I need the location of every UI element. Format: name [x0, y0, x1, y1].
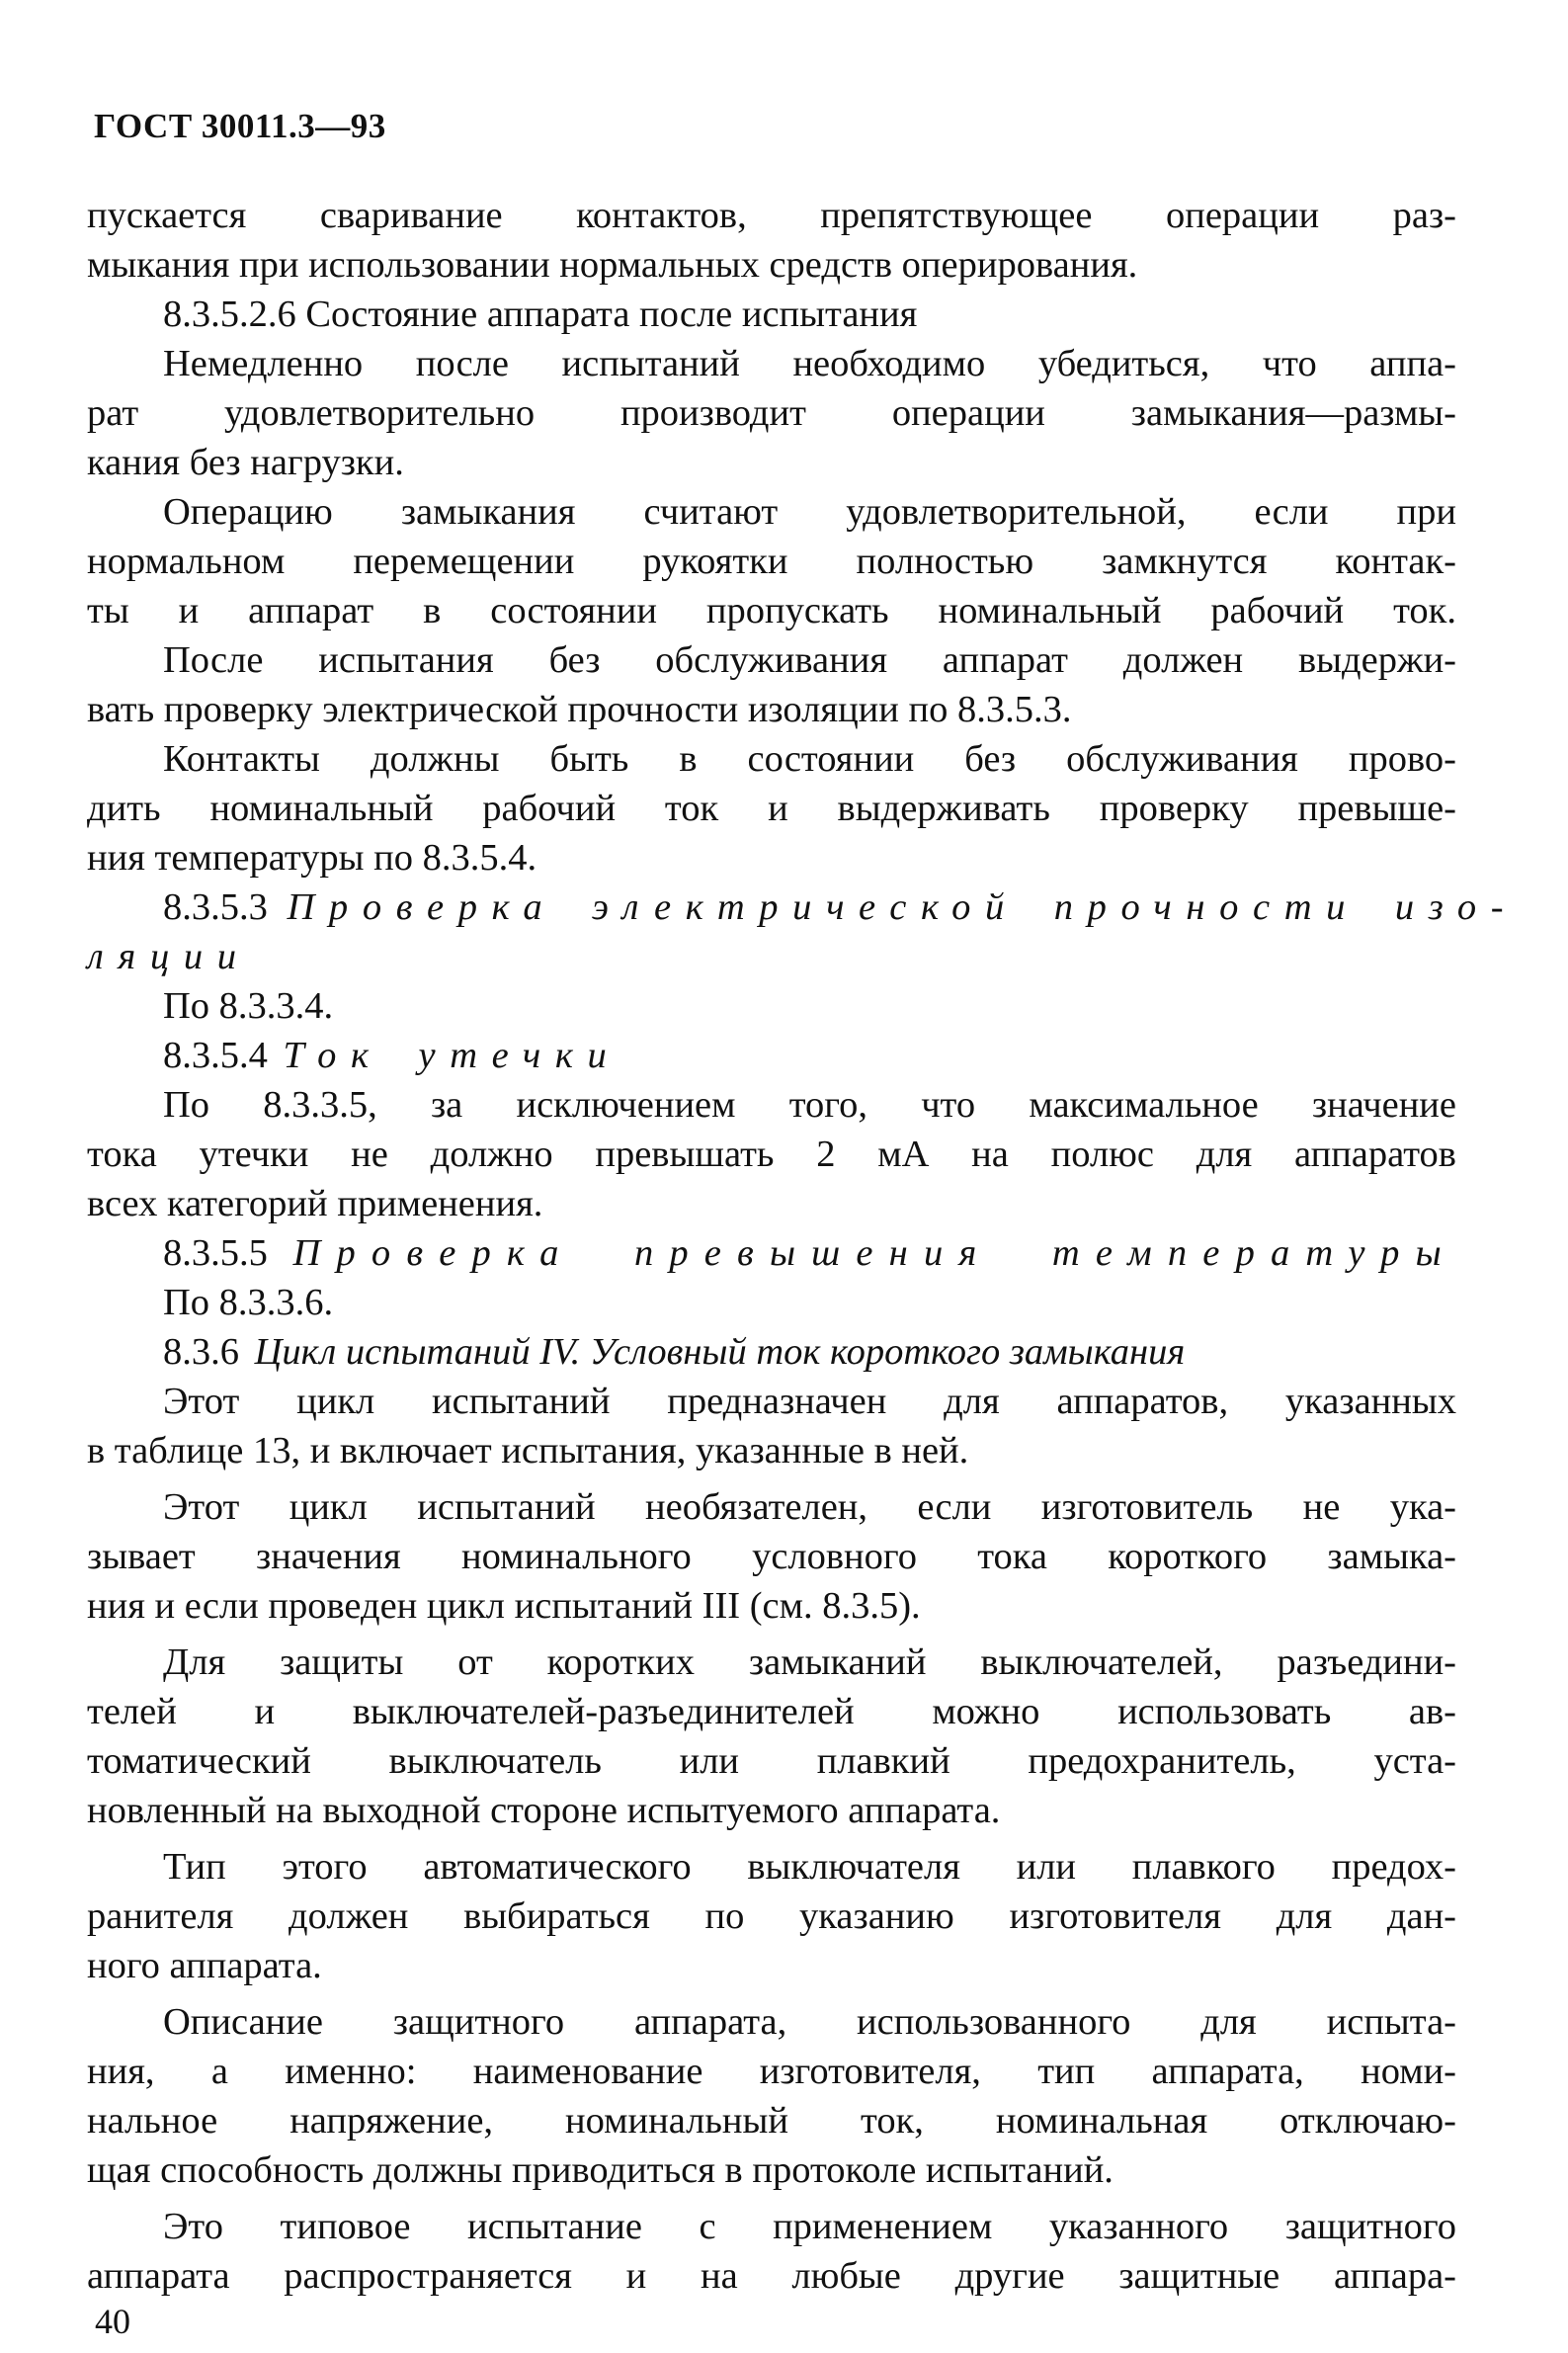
text-line: тока утечки не должно превышать 2 мА на полюс для аппаратов	[87, 1134, 1456, 1175]
section-heading-8-3-5-3	[163, 882, 1519, 932]
document-header: ГОСТ 30011.3—93	[94, 107, 386, 145]
section-number: 8.3.5.4	[163, 1035, 268, 1076]
text-line: дить номинальный рабочий ток и выдерживать проверку превыше-	[87, 788, 1456, 829]
text-line: всех категорий применения.	[87, 1183, 543, 1224]
text-line: ранителя должен выбираться по указанию изготовителя для дан-	[87, 1895, 1456, 1937]
section-number: 8.3.5.5	[163, 1232, 268, 1274]
text-line: Тип этого автоматического выключателя или плавкого предох-	[163, 1846, 1456, 1888]
text-line: По 8.3.3.5, за исключением того, что максимальное значение	[163, 1084, 1456, 1126]
section-title: Ток утечки	[283, 1035, 621, 1076]
page-number: 40	[95, 2302, 130, 2341]
text-line: По 8.3.3.4.	[163, 985, 334, 1027]
section-title: Проверка превышения температуры	[292, 1232, 1457, 1274]
section-heading-8-3-5-5	[163, 1228, 1456, 1278]
text-line: зывает значения номинального условного тока короткого замыка-	[87, 1536, 1456, 1577]
text-line: мыкания при использовании нормальных средств оперирования.	[87, 244, 1138, 286]
text-line: Немедленно после испытаний необходимо убедиться, что аппа-	[163, 343, 1456, 384]
section-title: Цикл испытаний IV. Условный ток короткого замыкания	[254, 1331, 1186, 1373]
text-line: Этот цикл испытаний предназначен для аппаратов, указанных	[163, 1381, 1456, 1422]
subsection-heading: 8.3.5.2.6 Состояние аппарата после испытания	[163, 294, 918, 335]
text-line: Этот цикл испытаний необязателен, если изготовитель не ука-	[163, 1486, 1456, 1528]
text-line: Операцию замыкания считают удовлетворительной, если при	[163, 491, 1456, 533]
text-line: нормальном перемещении рукоятки полностью замкнутся контак-	[87, 541, 1456, 582]
section-title-continued: ляции	[87, 936, 251, 977]
text-line: После испытания без обслуживания аппарат должен выдержи-	[163, 639, 1456, 681]
text-line: рат удовлетворительно производит операции замыкания—размы-	[87, 392, 1456, 434]
text-line: ния, а именно: наименование изготовителя, тип аппарата, номи-	[87, 2051, 1456, 2092]
section-heading-8-3-5-4	[163, 1031, 1456, 1080]
text-line: кания без нагрузки.	[87, 442, 404, 483]
text-line: Контакты должны быть в состоянии без обслуживания прово-	[163, 738, 1456, 780]
text-line: ты и аппарат в состоянии пропускать номинальный рабочий ток.	[87, 590, 1456, 631]
text-line: нальное напряжение, номинальный ток, номинальная отключаю-	[87, 2100, 1456, 2142]
text-line: пускается сваривание контактов, препятствующее операции раз-	[87, 195, 1456, 236]
text-line: телей и выключателей-разъединителей можно использовать ав-	[87, 1691, 1456, 1732]
text-line: ния и если проведен цикл испытаний III (см. 8.3.5).	[87, 1585, 921, 1627]
section-title: Проверка электрической прочности изо-	[287, 886, 1519, 928]
text-line: ния температуры по 8.3.5.4.	[87, 837, 537, 879]
text-line: Это типовое испытание с применением указанного защитного	[163, 2206, 1456, 2247]
text-line: аппарата распространяется и на любые другие защитные аппара-	[87, 2255, 1456, 2297]
text-line: вать проверку электрической прочности изоляции по 8.3.5.3.	[87, 689, 1072, 730]
text-line: в таблице 13, и включает испытания, указанные в ней.	[87, 1430, 969, 1471]
section-number: 8.3.6	[163, 1331, 239, 1373]
text-line: щая способность должны приводиться в протоколе испытаний.	[87, 2149, 1114, 2191]
text-line: ного аппарата.	[87, 1945, 322, 1986]
text-line: Для защиты от коротких замыканий выключателей, разъедини-	[163, 1641, 1456, 1683]
section-heading-8-3-6	[163, 1327, 1456, 1377]
text-line: По 8.3.3.6.	[163, 1282, 334, 1323]
section-number: 8.3.5.3	[163, 886, 268, 928]
text-line: томатический выключатель или плавкий предохранитель, уста-	[87, 1740, 1456, 1782]
text-line: новленный на выходной стороне испытуемого аппарата.	[87, 1790, 1001, 1831]
text-line: Описание защитного аппарата, использованного для испыта-	[163, 2001, 1456, 2043]
